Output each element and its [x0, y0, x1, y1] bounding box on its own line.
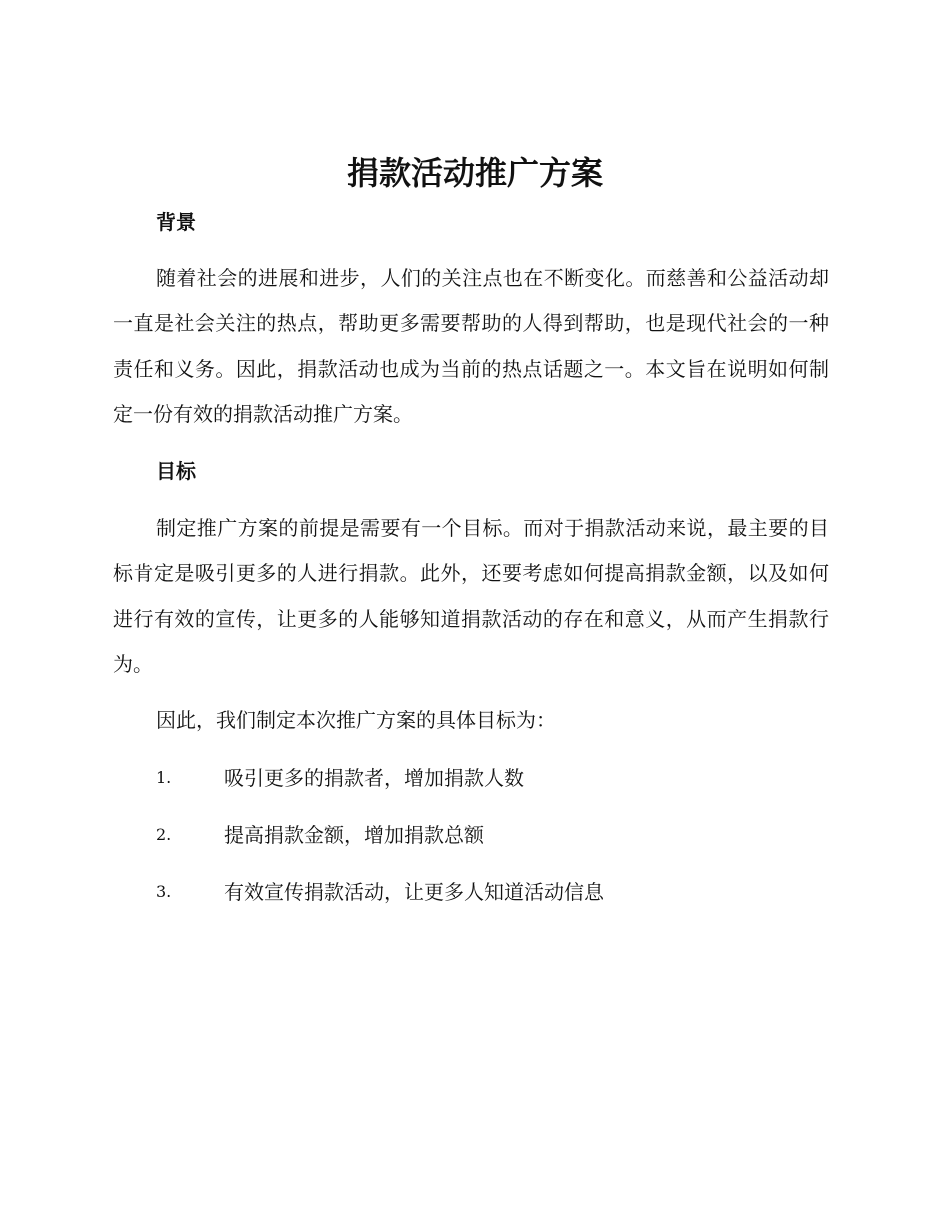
section-heading-background: 背景 — [156, 210, 196, 234]
section-paragraph-goals: 制定推广方案的前提是需要有一个目标。而对于捐款活动来说，最主要的目标肯定是吸引更多的人进行捐款。此外，还要考虑如何提高捐款金额，以及如何进行有效的宣传，让更多的人能够知道捐款活动的存在和意义，从而产生捐款行为。 — [113, 516, 829, 676]
list-item-text: 吸引更多的捐款者，增加捐款人数 — [224, 766, 524, 790]
list-item-number: 1. — [156, 768, 172, 787]
list-item-number: 3. — [156, 882, 172, 901]
list-item-text: 有效宣传捐款活动，让更多人知道活动信息 — [224, 880, 604, 904]
list-item-number: 2. — [156, 825, 172, 844]
section-heading-goals: 目标 — [156, 459, 196, 483]
goals-intro-text: 因此，我们制定本次推广方案的具体目标为： — [156, 708, 556, 732]
list-item-text: 提高捐款金额，增加捐款总额 — [224, 823, 484, 847]
document-title: 捐款活动推广方案 — [346, 154, 603, 192]
section-paragraph-background: 随着社会的进展和进步，人们的关注点也在不断变化。而慈善和公益活动却一直是社会关注的热点，帮助更多需要帮助的人得到帮助，也是现代社会的一种责任和义务。因此，捐款活动也成为当前的热点话题之一。本文旨在说明如何制定一份有效的捐款活动推广方案。 — [113, 266, 829, 426]
